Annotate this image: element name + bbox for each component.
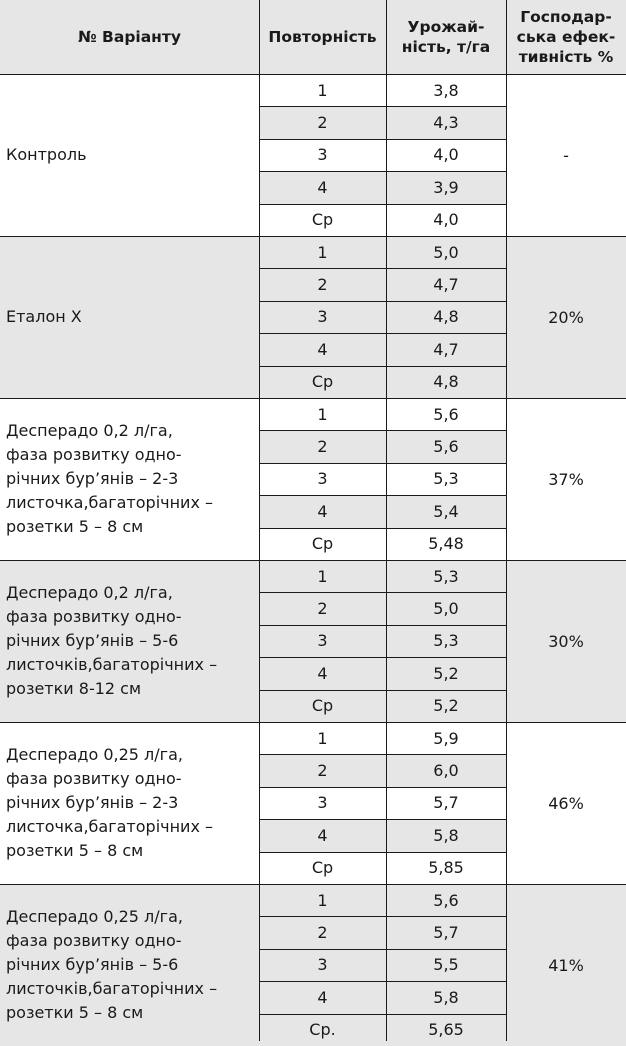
- row-divider: [259, 366, 506, 367]
- row-divider: [259, 625, 506, 626]
- yield-cell: 4,7: [386, 268, 506, 300]
- repetition-cell: 3: [259, 787, 386, 819]
- yield-cell: 5,0: [386, 592, 506, 624]
- row-divider: [259, 333, 506, 334]
- yield-cell: 5,7: [386, 787, 506, 819]
- efficiency-value: -: [506, 74, 626, 236]
- repetition-cell: 3: [259, 949, 386, 981]
- row-divider: [259, 495, 506, 496]
- yield-cell: 4,0: [386, 139, 506, 171]
- yield-cell: 5,4: [386, 495, 506, 527]
- yield-cell: 5,6: [386, 884, 506, 916]
- repetition-cell: Ср: [259, 204, 386, 236]
- yield-cell: 5,3: [386, 560, 506, 592]
- row-divider: [259, 430, 506, 431]
- efficiency-value: 46%: [506, 722, 626, 884]
- column-divider: [386, 0, 387, 1041]
- repetition-cell: 1: [259, 398, 386, 430]
- yield-cell: 4,0: [386, 204, 506, 236]
- yield-cell: 4,7: [386, 333, 506, 365]
- yield-cell: 4,8: [386, 301, 506, 333]
- variant-name: Еталон Х: [0, 236, 259, 398]
- column-divider: [506, 0, 507, 1041]
- row-divider: [259, 463, 506, 464]
- row-divider: [259, 204, 506, 205]
- header-repetition: Повторність: [259, 0, 386, 74]
- variant-name: Десперадо 0,25 л/га, фаза розвитку одно- річних бур’янів – 2-3 листочка,багаторічних – розетки 5 – 8 см: [0, 722, 259, 884]
- group-divider: [0, 236, 626, 237]
- row-divider: [259, 690, 506, 691]
- yield-cell: 4,8: [386, 366, 506, 398]
- repetition-cell: 2: [259, 106, 386, 138]
- repetition-cell: Ср: [259, 528, 386, 560]
- variant-name: Десперадо 0,25 л/га, фаза розвитку одно- річних бур’янів – 5-6 листочків,багаторічних – розетки 5 – 8 см: [0, 884, 259, 1046]
- repetition-cell: 3: [259, 139, 386, 171]
- row-divider: [259, 916, 506, 917]
- row-divider: [259, 301, 506, 302]
- efficiency-value: 20%: [506, 236, 626, 398]
- yield-cell: 3,9: [386, 171, 506, 203]
- group-divider: [0, 722, 626, 723]
- repetition-cell: 2: [259, 592, 386, 624]
- yield-cell: 5,5: [386, 949, 506, 981]
- row-divider: [259, 528, 506, 529]
- yield-cell: 6,0: [386, 754, 506, 786]
- yield-cell: 5,65: [386, 1014, 506, 1046]
- repetition-cell: 2: [259, 916, 386, 948]
- repetition-cell: 3: [259, 301, 386, 333]
- repetition-cell: 2: [259, 268, 386, 300]
- row-divider: [259, 787, 506, 788]
- yield-cell: 5,6: [386, 430, 506, 462]
- repetition-cell: 2: [259, 754, 386, 786]
- variant-name: Контроль: [0, 74, 259, 236]
- variant-name: Десперадо 0,2 л/га, фаза розвитку одно- річних бур’янів – 5-6 листочків,багаторічних – розетки 8-12 см: [0, 560, 259, 722]
- repetition-cell: 3: [259, 463, 386, 495]
- yield-cell: 5,48: [386, 528, 506, 560]
- repetition-cell: 1: [259, 560, 386, 592]
- yield-cell: 5,8: [386, 819, 506, 851]
- row-divider: [259, 949, 506, 950]
- repetition-cell: Ср: [259, 690, 386, 722]
- repetition-cell: Ср.: [259, 1014, 386, 1046]
- repetition-cell: 4: [259, 171, 386, 203]
- group-divider: [0, 74, 626, 75]
- repetition-cell: 4: [259, 981, 386, 1013]
- yield-cell: 5,85: [386, 852, 506, 884]
- row-divider: [259, 852, 506, 853]
- row-divider: [259, 139, 506, 140]
- repetition-cell: 1: [259, 722, 386, 754]
- column-divider: [259, 0, 260, 1041]
- efficiency-value: 30%: [506, 560, 626, 722]
- row-divider: [259, 268, 506, 269]
- repetition-cell: 1: [259, 236, 386, 268]
- group-divider: [0, 560, 626, 561]
- row-divider: [259, 657, 506, 658]
- yield-cell: 3,8: [386, 74, 506, 106]
- repetition-cell: 1: [259, 74, 386, 106]
- efficiency-value: 41%: [506, 884, 626, 1046]
- yield-cell: 5,7: [386, 916, 506, 948]
- repetition-cell: 4: [259, 333, 386, 365]
- row-divider: [259, 981, 506, 982]
- yield-cell: 5,6: [386, 398, 506, 430]
- row-divider: [259, 819, 506, 820]
- repetition-cell: 1: [259, 884, 386, 916]
- yield-cell: 5,9: [386, 722, 506, 754]
- variant-name: Десперадо 0,2 л/га, фаза розвитку одно- річних бур’янів – 2-3 листочка,багаторічних – розетки 5 – 8 см: [0, 398, 259, 560]
- header-yield: Урожай- ність, т/га: [386, 0, 506, 74]
- row-divider: [259, 106, 506, 107]
- yield-cell: 5,3: [386, 463, 506, 495]
- repetition-cell: 4: [259, 819, 386, 851]
- repetition-cell: 3: [259, 625, 386, 657]
- yield-cell: 5,3: [386, 625, 506, 657]
- repetition-cell: Ср: [259, 852, 386, 884]
- header-variant: № Варіанту: [0, 0, 259, 74]
- row-divider: [259, 1014, 506, 1015]
- repetition-cell: 2: [259, 430, 386, 462]
- group-divider: [0, 398, 626, 399]
- group-divider: [0, 884, 626, 885]
- row-divider: [259, 171, 506, 172]
- yield-cell: 4,3: [386, 106, 506, 138]
- repetition-cell: Ср: [259, 366, 386, 398]
- row-divider: [259, 754, 506, 755]
- yield-cell: 5,8: [386, 981, 506, 1013]
- yield-cell: 5,2: [386, 657, 506, 689]
- repetition-cell: 4: [259, 657, 386, 689]
- efficiency-value: 37%: [506, 398, 626, 560]
- header-efficiency: Господар- ська ефек- тивність %: [506, 0, 626, 74]
- row-divider: [259, 592, 506, 593]
- yield-cell: 5,2: [386, 690, 506, 722]
- repetition-cell: 4: [259, 495, 386, 527]
- yield-cell: 5,0: [386, 236, 506, 268]
